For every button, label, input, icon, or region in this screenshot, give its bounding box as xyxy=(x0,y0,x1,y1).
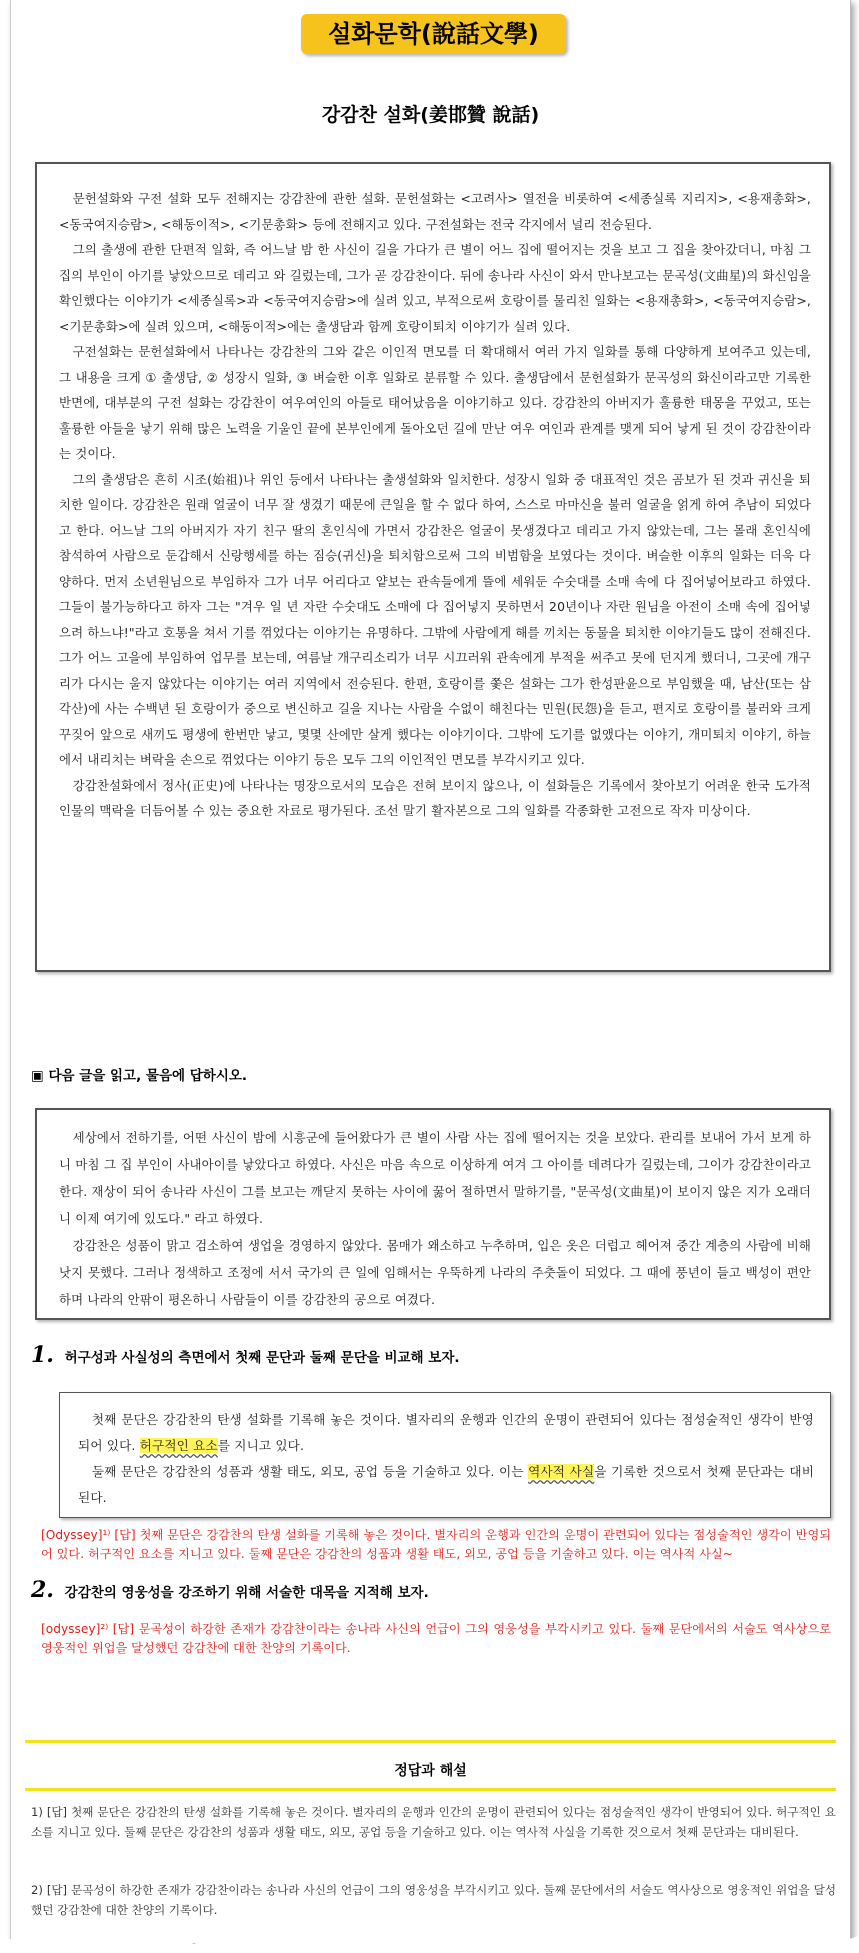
passage1-paragraph-1: 문헌설화와 구전 설화 모두 전해지는 강감찬에 관한 설화. 문헌설화는 <고려사> 열전을 비롯하여 <세종실록 지리지>, <용재총화>, <동국여지승람>, <해동이적>, <기문총화> 등에 전해지고 있다. 구전설화는 전국 각지에서 널리 전승된다. xyxy=(59,191,811,232)
question2-red-answer: [odyssey]²⁾ [답] 문곡성이 하강한 존재가 강감찬이라는 송나라 사신의 언급이 그의 영웅성을 부각시키고 있다. 둘째 문단에서의 서술도 역사상으로 영웅적인 위업을 달성했던 강감찬에 대한 찬양의 기록이다. xyxy=(41,1622,831,1655)
question-text: 허구성과 사실성의 측면에서 첫째 문단과 둘째 문단을 비교해 보자. xyxy=(64,1350,460,1366)
passage1-paragraph-2: 그의 출생에 관한 단편적 일화, 즉 어느날 밤 한 사신이 길을 가다가 큰 별이 어느 집에 떨어지는 것을 보고 그 집을 찾아갔더니, 마침 그 집의 부인이 아기를 낳았으므로 데리고 와 길렀는데, 그가 곧 강감찬이다. 뒤에 송나라 사신이 와서 만나보고는 문곡성(文曲星)의 화신임을 확인했다는 이야기가 <세종실록>과 <동국여지승람>에 실려 있고, 부적으로써 호랑이를 물리친 일화는 <용재총화>, <동국여지승람>, <기문총화>에 실려 있으며, <해동이적>에는 출생담과 함께 호랑이퇴치 이야기가 실려 있다. xyxy=(59,242,811,334)
question-1 xyxy=(31,1342,460,1368)
question-number: 1. xyxy=(31,1342,54,1368)
solution-item-2: 2) [답] 문곡성이 하강한 존재가 강감찬이라는 송나라 사신의 언급이 그의 영웅성을 부각시키고 있다. 둘째 문단에서의 서술도 역사상으로 영웅적인 위업을 달성했던 강감찬에 대한 찬양의 기록이다. xyxy=(31,1883,836,1917)
document-subtitle: 강감찬 설화(姜邯贊 說話) xyxy=(321,104,540,126)
question1-red-answer: [Odyssey]¹⁾ [답] 첫째 문단은 강감찬의 탄생 설화를 기록해 놓은 것이다. 별자리의 운행과 인간의 운명이 관련되어 있다는 점성술적인 생각이 반영되어 있다. 허구적인 요소를 지니고 있다. 둘째 문단은 강감찬의 성품과 생활 태도, 외모, 공업 등을 기술하고 있다. 이는 역사적 사실~ xyxy=(41,1528,831,1561)
document-page xyxy=(10,0,851,1943)
passage2-paragraph-1: 세상에서 전하기를, 어떤 사신이 밤에 시흥군에 들어왔다가 큰 별이 사람 사는 집에 떨어지는 것을 보았다. 관리를 보내어 가서 보게 하니 마침 그 집 부인이 사내아이를 낳았다고 하였다. 사신은 마음 속으로 이상하게 여겨 그 아이를 데려다가 길렀는데, 그이가 강감찬이라고 한다. 재상이 되어 송나라 사신이 그를 보고는 깨닫지 못하는 사이에 꿇어 절하면서 말하기를, "문곡성(文曲星)이 보이지 않은 지가 오래더니 이제 여기에 있도다." 라고 하였다. xyxy=(59,1130,811,1226)
instruction-text: ▣ 다음 글을 읽고, 물음에 답하시오. xyxy=(31,1068,248,1084)
answer-text: 둘째 문단은 강감찬의 성품과 생활 태도, 외모, 공업 등을 기술하고 있다. 이는 xyxy=(91,1464,529,1479)
answer-text: 첫째 문단은 강감찬의 탄생 설화를 기록해 놓은 것이다. 별자리의 운행과 인간의 운명이 관련되어 있다는 점성술적인 생각이 반영되어 있다. xyxy=(78,1412,814,1453)
answer-text: 을 기록한 것으로서 첫째 문단과는 대비된다. xyxy=(78,1464,815,1505)
divider-bottom xyxy=(25,1788,836,1791)
page-title: 설화문학(說話文學) xyxy=(301,14,566,54)
solutions-title: 정답과 해설 xyxy=(394,1763,467,1779)
answer-box-paragraph-1 xyxy=(78,1407,814,1459)
answer-box-paragraph-2 xyxy=(78,1459,814,1511)
question-text: 강감찬의 영웅성을 강조하기 위해 서술한 대목을 지적해 보자. xyxy=(64,1585,429,1601)
solution-item-1: 1) [답] 첫째 문단은 강감찬의 탄생 설화를 기록해 놓은 것이다. 별자리의 운행과 인간의 운명이 관련되어 있다는 점성술적인 생각이 반영되어 있다. 허구적인 요소를 지니고 있다. 둘째 문단은 강감찬의 성품과 생활 태도, 외모, 공업 등을 기술하고 있다. 이는 역사적 사실을 기록한 것으로서 첫째 문단과는 대비된다. xyxy=(31,1805,836,1839)
torn-paper-edge xyxy=(0,1927,859,1953)
highlight-historical: 역사적 사실 xyxy=(528,1464,595,1479)
passage-box-reading xyxy=(35,1108,831,1320)
question-number: 2. xyxy=(31,1577,54,1603)
passage2-paragraph-2: 강감찬은 성품이 맑고 검소하여 생업을 경영하지 않았다. 몸매가 왜소하고 누추하며, 입은 옷은 더럽고 헤어져 중간 계층의 사람에 비해 낫지 못했다. 그러나 정색하고 조정에 서서 국가의 큰 일에 임해서는 우뚝하게 나라의 주춧돌이 되었다. 그 때에 풍년이 들고 백성이 편안하며 나라의 안팎이 평온하니 사람들이 이를 강감찬의 공으로 여겼다. xyxy=(59,1238,811,1307)
question1-answer-box xyxy=(59,1392,831,1518)
passage1-paragraph-4: 그의 출생담은 흔히 시조(始祖)나 위인 등에서 나타나는 출생설화와 일치한다. 성장시 일화 중 대표적인 것은 곰보가 된 것과 귀신을 퇴치한 일이다. 강감찬은 원래 얼굴이 너무 잘 생겼기 때문에 큰일을 할 수 없다 하여, 스스로 마마신을 불러 얼굴을 얽게 하여 추남이 되었다고 한다. 어느날 그의 아버지가 자기 친구 딸의 혼인식에 가면서 강감찬은 얼굴이 못생겼다고 데리고 가지 않았는데, 그는 몰래 혼인식에 참석하여 사람으로 둔갑해서 신랑행세를 하는 짐승(귀신)을 퇴치함으로써 그의 비범함을 보였다는 것이다. 벼슬한 이후의 일화는 더욱 다양하다. 먼저 소년원님으로 부임하자 그가 너무 어리다고 얕보는 관속들에게 뜰에 세워둔 수숫대를 소매 속에 다 집어넣어보라고 하였다. 그들이 불가능하다고 하자 그는 "겨우 일 년 자란 수숫대도 소매에 다 집어넣지 못하면서 20년이나 자란 원님을 아전이 소매 속에 집어넣으려 하느냐!"라고 호통을 쳐서 기를 꺾었다는 이야기는 유명하다. 그밖에 사람에게 해를 끼치는 동물을 퇴치한 이야기들도 많이 전해진다. 그가 어느 고을에 부임하여 업무를 보는데, 여름날 개구리소리가 너무 시끄러워 관속에게 부적을 써주고 못에 던지게 했더니, 그곳에 개구리가 다시는 울지 않았다는 이야기는 여러 지역에서 전승된다. 한편, 호랑이를 쫓은 설화는 그가 한성판윤으로 부임했을 때, 남산(또는 삼각산)에 사는 수백년 된 호랑이가 중으로 변신하고 길을 지나는 사람을 수없이 해친다는 민원(民怨)을 듣고, 편지로 호랑이를 불러와 크게 꾸짖어 앞으로 새끼도 평생에 한번만 낳고, 몇몇 산에만 살게 했다는 이야기이다. 그밖에 도기를 없앴다는 이야기, 개미퇴치 이야기, 하늘에서 내리치는 벼락을 손으로 꺾었다는 이야기 등은 모두 그의 이인적인 면모를 부각시키고 있다. xyxy=(59,471,811,767)
passage1-paragraph-5: 강감찬설화에서 정사(正史)에 나타나는 명장으로서의 모습은 전혀 보이지 않으나, 이 설화들은 기록에서 찾아보기 어려운 한국 도가적 인물의 맥락을 더듬어볼 수 있는 중요한 자료로 평가된다. 조선 말기 활자본으로 그의 일화를 각종화한 고전으로 작자 미상이다. xyxy=(59,777,811,818)
question-2 xyxy=(31,1577,429,1603)
highlight-fictional: 허구적인 요소 xyxy=(139,1438,218,1453)
divider-top xyxy=(25,1740,836,1743)
passage1-paragraph-3: 구전설화는 문헌설화에서 나타나는 강감찬의 그와 같은 이인적 면모를 더 확대해서 여러 가지 일화를 통해 다양하게 보여주고 있는데, 그 내용을 크게 ① 출생담, ② 성장시 일화, ③ 벼슬한 이후 일화로 분류할 수 있다. 출생담에서 문헌설화가 문곡성의 화신이라고만 기록한 반면에, 대부분의 구전 설화는 강감찬이 여우여인의 아들로 태어났음을 이야기하고 있다. 강감찬의 아버지가 훌륭한 태몽을 꾸었고, 또는 훌륭한 아들을 낳기 위해 많은 노력을 기울인 끝에 본부인에게 돌아오던 길에 만난 여우 여인과 관계를 맺게 되어 낳게 된 것이 강감찬이라는 것이다. xyxy=(59,344,811,461)
answer-text: 를 지니고 있다. xyxy=(217,1438,305,1453)
passage-box-explanation xyxy=(35,162,831,972)
